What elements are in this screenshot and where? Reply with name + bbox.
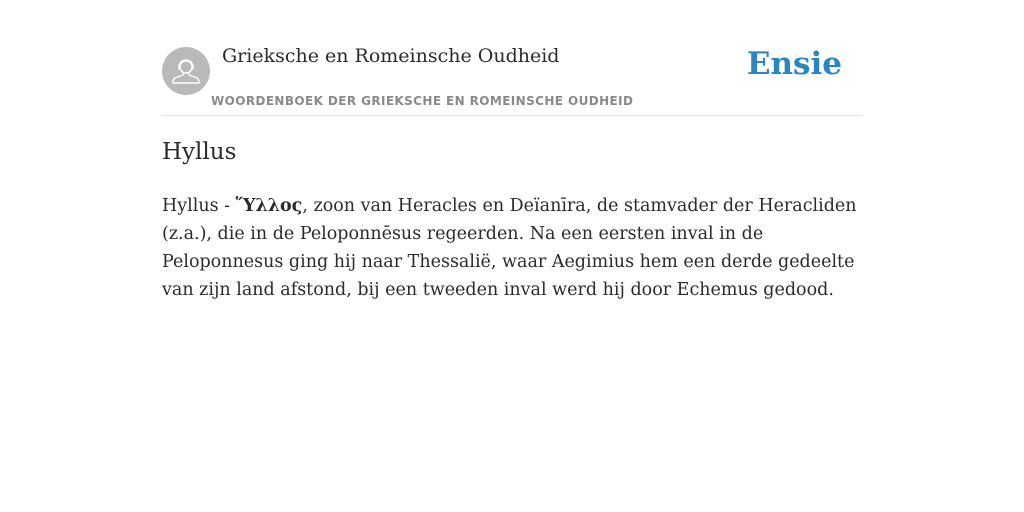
source-header [162,0,862,116]
greek-term: Ὕλλος [235,196,303,216]
brand-logo-link[interactable]: Ensie [746,46,842,82]
entry-definition [162,192,868,304]
entry-text: , zoon van Heracles en Deïanīra, de stamvader der Heracliden (z.a.), die in de Peloponnēsus regeerden. Na een eersten inval in de Peloponnesus ging hij naar Thessalië, waar Aegimius hem een derde gedeelte van zijn land afstond, bij een tweeden inval werd hij door Echemus gedood. [162,196,857,300]
source-subtitle: WOORDENBOEK DER GRIEKSCHE EN ROMEINSCHE OUDHEID [211,94,634,108]
entry-lead: Hyllus - [162,196,236,216]
source-title[interactable]: Grieksche en Romeinsche Oudheid [222,45,560,67]
user-icon [162,47,210,95]
entry-title: Hyllus [162,139,237,165]
